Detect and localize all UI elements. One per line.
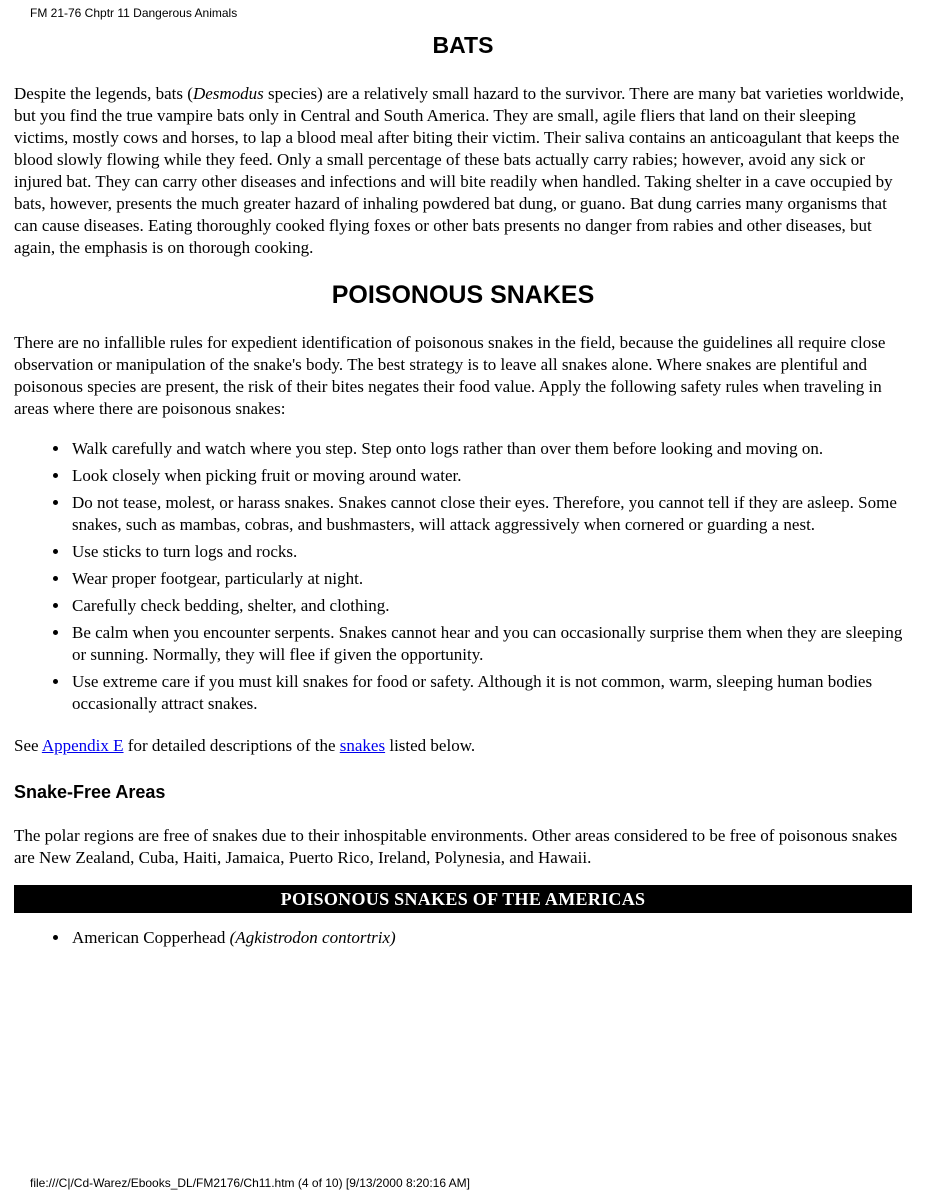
print-header: FM 21-76 Chptr 11 Dangerous Animals xyxy=(30,6,238,20)
poisonous-snakes-heading: POISONOUS SNAKES xyxy=(331,281,595,309)
see-text-3: listed below. xyxy=(385,736,476,755)
bats-paragraph xyxy=(14,83,912,259)
snakes-intro-paragraph: There are no infallible rules for expedient identification of poisonous snakes in the field, because the guidelines all require close observation or manipulation of the snake's body. The best strategy is to leave all snakes alone. Where snakes are plentiful and poisonous species are present, the risk of their bites negates their food value. Apply the following safety rules when traveling in areas where there are poisonous snakes: xyxy=(14,333,886,418)
snake-scientific-name: (Agkistrodon contortrix) xyxy=(229,928,396,947)
americas-snakes-list xyxy=(14,927,912,949)
list-item: • Be calm when you encounter serpents. Snakes cannot hear and you can occasionally surprise them when they are sleeping or sunning. Normally, they will flee if given the opportunity. xyxy=(70,622,912,666)
list-item xyxy=(70,927,912,949)
list-item: • Walk carefully and watch where you step. Step onto logs rather than over them before looking and moving on. xyxy=(70,438,912,460)
snake-free-areas-heading: Snake-Free Areas xyxy=(14,782,166,802)
bats-text-before: Despite the legends, bats ( xyxy=(14,84,193,103)
snakes-link[interactable]: snakes xyxy=(339,736,386,755)
list-item: • Look closely when picking fruit or moving around water. xyxy=(70,465,912,487)
snake-free-paragraph: The polar regions are free of snakes due to their inhospitable environments. Other areas considered to be free of poisonous snakes are New Zealand, Cuba, Haiti, Jamaica, Puerto Rico, Ireland, Polynesia, and Hawaii. xyxy=(14,826,898,867)
list-item: • Wear proper footgear, particularly at night. xyxy=(70,568,912,590)
list-item: • Use sticks to turn logs and rocks. xyxy=(70,541,912,563)
snake-common-name: American Copperhead xyxy=(72,928,230,947)
bats-text-after: species) are a relatively small hazard to the survivor. There are many bat varieties worldwide, but you find the true vampire bats only in Central and South America. They are small, agile fliers that land on their sleeping victims, mostly cows and horses, to lap a blood meal after biting their victim. Their saliva contains an anticoagulant that keeps the blood slowly flowing while they feed. Only a small percentage of these bats actually carry rabies; however, avoid any sick or injured bat. They can carry other diseases and infections and will bite readily when handled. Taking shelter in a cave occupied by bats, however, presents the much greater hazard of inhaling powdered bat dung, or guano. Bat dung carries many organisms that can cause diseases. Eating thoroughly cooked flying foxes or other bats presents no danger from rabies and other diseases, but again, the emphasis is on thorough cooking. xyxy=(14,84,905,257)
bats-species-italic: Desmodus xyxy=(192,84,264,103)
appendix-e-link[interactable]: Appendix E xyxy=(41,736,124,755)
see-text-2: for detailed descriptions of the xyxy=(123,736,340,755)
list-item: • Use extreme care if you must kill snakes for food or safety. Although it is not common, warm, sleeping human bodies occasionally attract snakes. xyxy=(70,671,912,715)
list-item: • Carefully check bedding, shelter, and clothing. xyxy=(70,595,912,617)
americas-banner: POISONOUS SNAKES OF THE AMERICAS xyxy=(14,885,912,913)
snake-safety-rules-list xyxy=(14,438,912,715)
bats-heading: BATS xyxy=(432,32,494,58)
see-appendix-line xyxy=(14,735,912,757)
list-item: • Do not tease, molest, or harass snakes. Snakes cannot close their eyes. Therefore, you cannot tell if they are asleep. Some snakes, such as mambas, cobras, and bushmasters, will attack aggressively when cornered or guarding a nest. xyxy=(70,492,912,536)
see-text-1: See xyxy=(14,736,42,755)
print-footer: file:///C|/Cd-Warez/Ebooks_DL/FM2176/Ch11.htm (4 of 10) [9/13/2000 8:20:16 AM] xyxy=(30,1176,471,1190)
